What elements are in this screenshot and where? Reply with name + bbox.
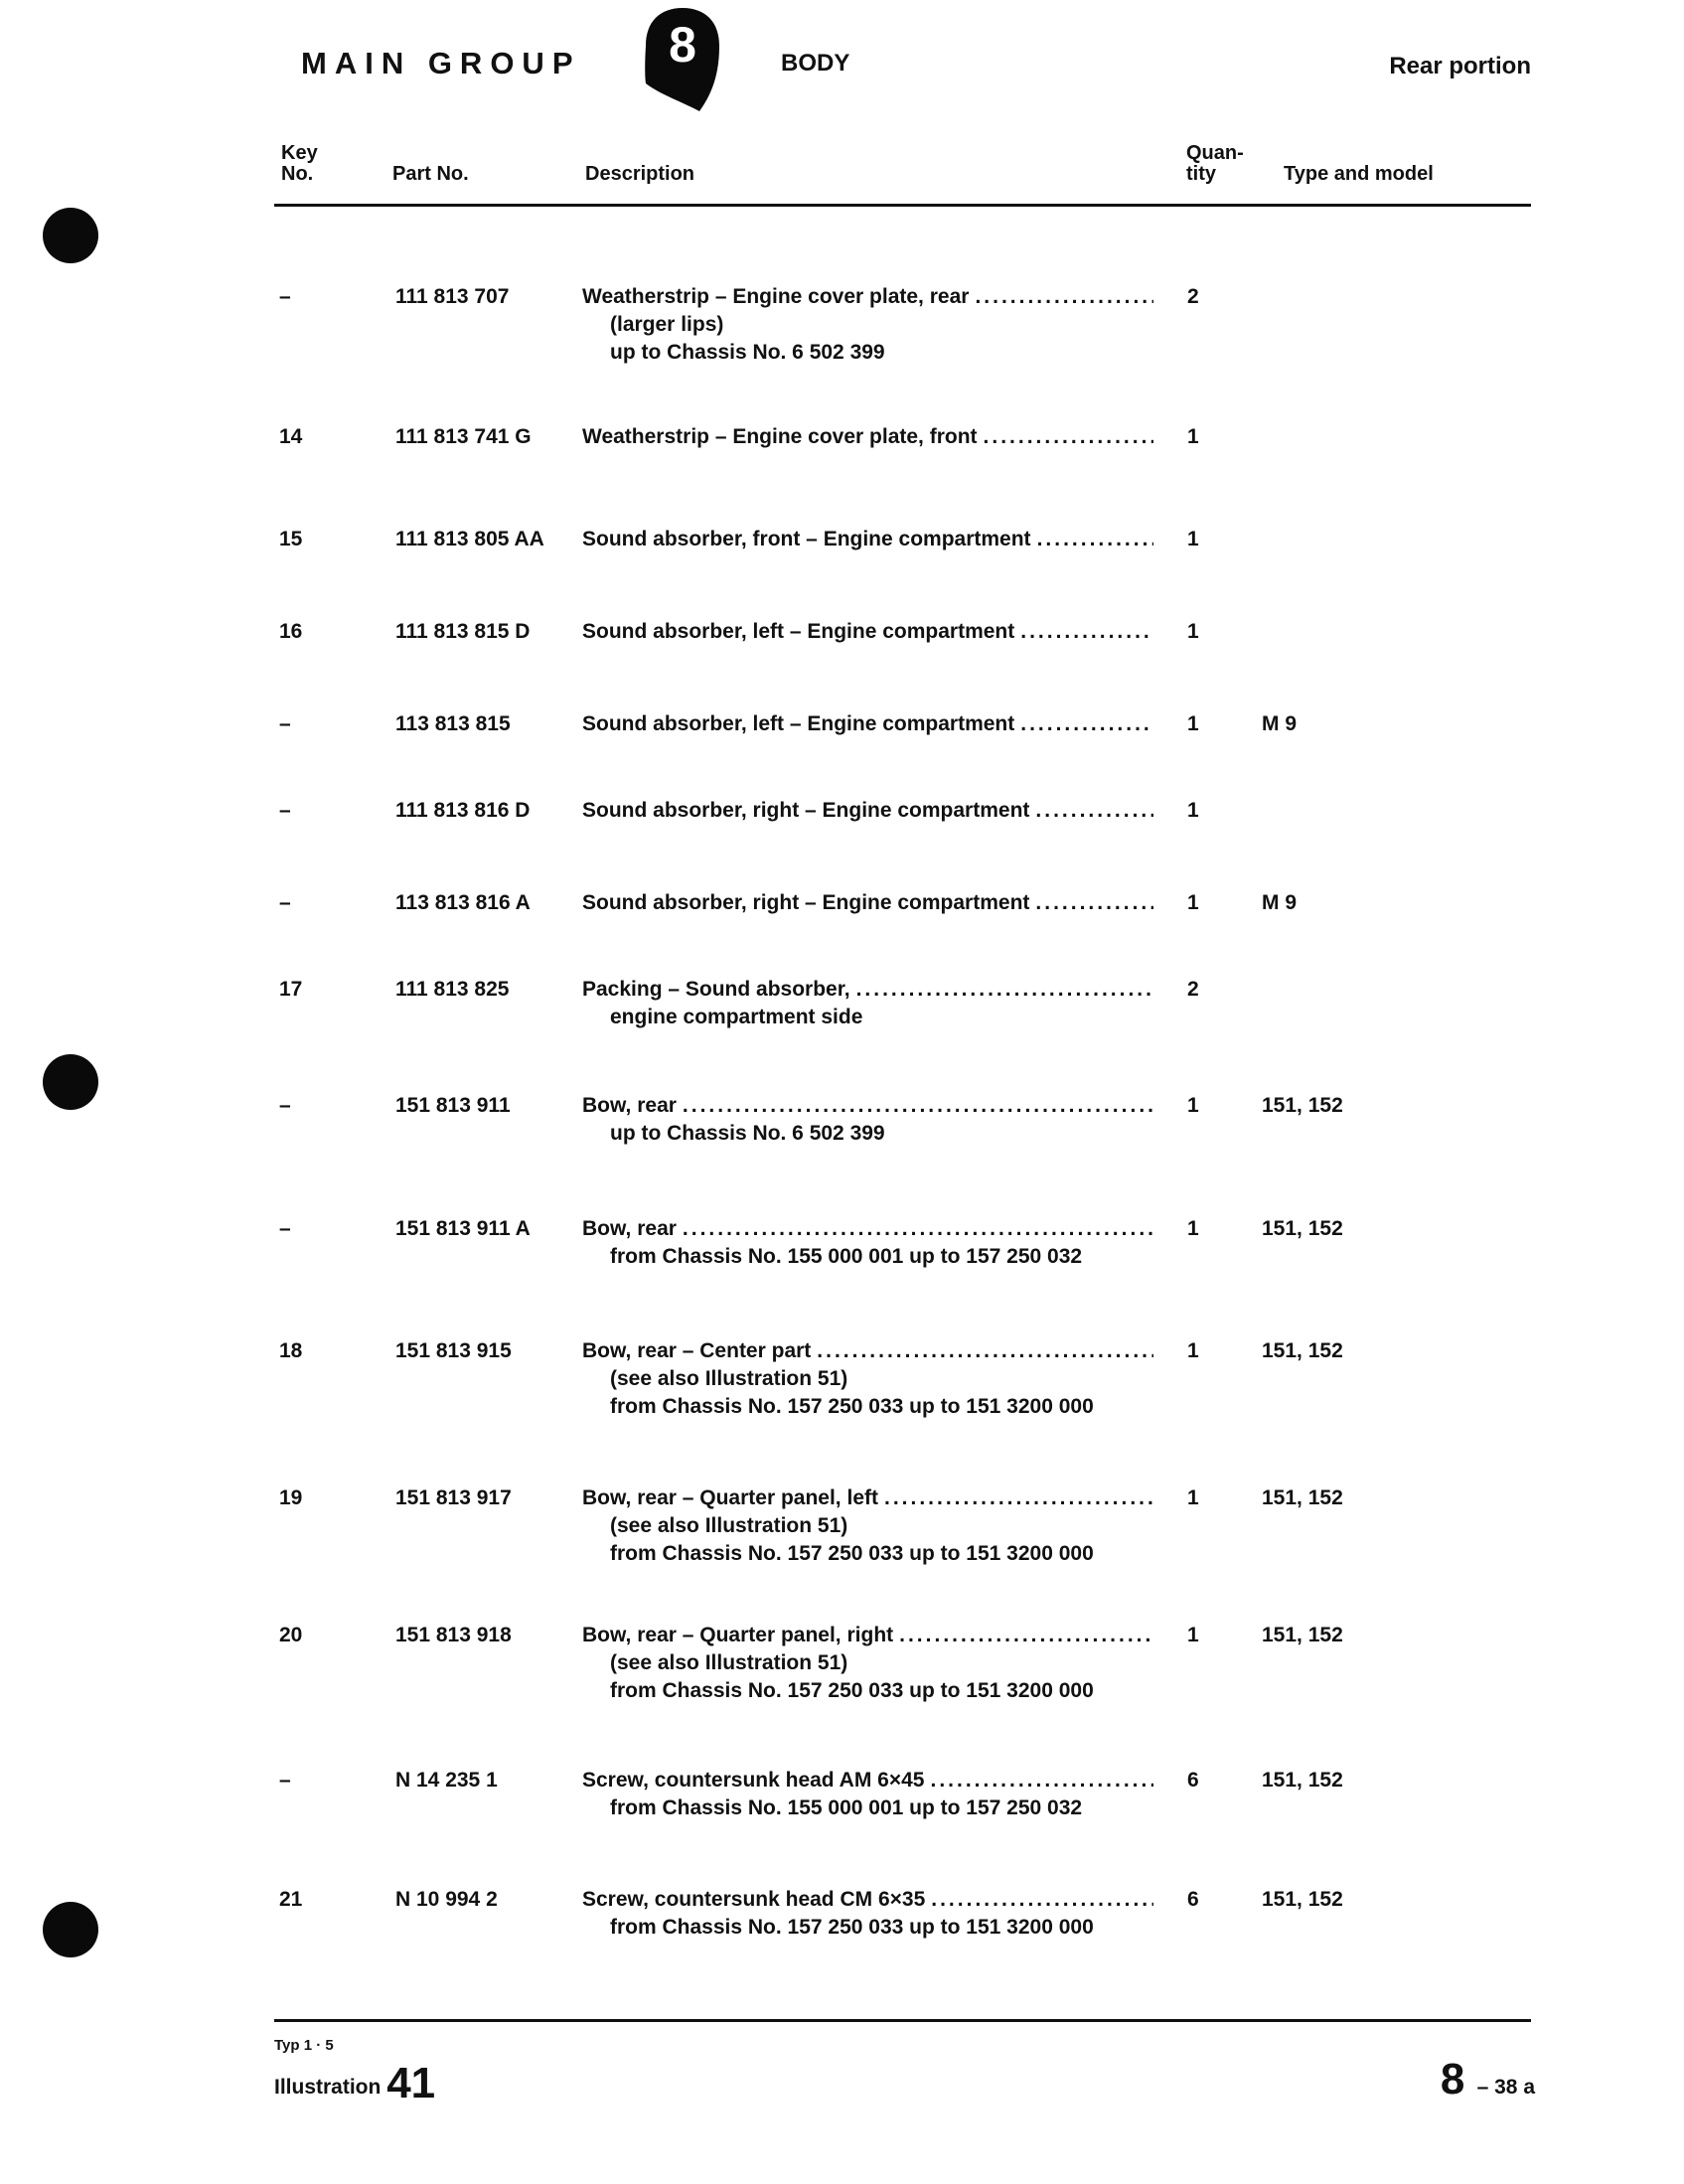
key-no: – — [279, 1217, 291, 1240]
binder-hole-top — [43, 208, 98, 263]
description-note: from Chassis No. 155 000 001 up to 157 250 032 — [610, 1796, 1083, 1819]
description-note: (see also Illustration 51) — [610, 1514, 848, 1537]
quantity: 1 — [1187, 1094, 1199, 1117]
description: Bow, rear – Quarter panel, right ..... (see also Illustration 51) from Chassis No. 157 250 033 up to 151 3200 000 — [582, 1622, 1153, 1705]
description: Sound absorber, left – Engine compartment ..... — [582, 618, 1153, 646]
main-group-title: MAIN GROUP — [301, 46, 581, 80]
quantity: 1 — [1187, 1339, 1199, 1362]
quantity: 6 — [1187, 1888, 1199, 1911]
group-number-badge — [642, 6, 723, 113]
description-note: up to Chassis No. 6 502 399 — [610, 341, 885, 364]
key-no: 19 — [279, 1486, 303, 1509]
quantity: 2 — [1187, 285, 1199, 308]
key-no: 20 — [279, 1624, 303, 1646]
description: Sound absorber, right – Engine compartment ..... — [582, 797, 1153, 825]
part-no: 111 813 805 AA — [395, 528, 544, 550]
key-no: 17 — [279, 978, 303, 1001]
key-no: 18 — [279, 1339, 303, 1362]
column-header-quantity: Quan- tity — [1186, 142, 1244, 185]
section-title: BODY — [781, 50, 850, 77]
quantity: 1 — [1187, 891, 1199, 914]
part-no: N 14 235 1 — [395, 1769, 498, 1792]
quantity: 1 — [1187, 712, 1199, 735]
description-note: from Chassis No. 155 000 001 up to 157 250 032 — [610, 1245, 1083, 1268]
quantity: 1 — [1187, 1486, 1199, 1509]
key-no: – — [279, 712, 291, 735]
type-model: 151, 152 — [1262, 1094, 1343, 1117]
part-no: 151 813 911 A — [395, 1217, 531, 1240]
description: Bow, rear ..... up to Chassis No. 6 502 399 — [582, 1092, 1153, 1148]
description-note: from Chassis No. 157 250 033 up to 151 3200 000 — [610, 1916, 1094, 1939]
type-model: M 9 — [1262, 891, 1298, 914]
type-model: 151, 152 — [1262, 1339, 1343, 1362]
part-no: 111 813 707 — [395, 285, 510, 308]
key-no: – — [279, 1094, 291, 1117]
header-rule — [274, 204, 1531, 207]
key-no: – — [279, 1769, 291, 1792]
type-model: 151, 152 — [1262, 1888, 1343, 1911]
description: Bow, rear ..... from Chassis No. 155 000 001 up to 157 250 032 — [582, 1215, 1153, 1271]
description: Weatherstrip – Engine cover plate, rear ..... (larger lips) up to Chassis No. 6 502 399 — [582, 283, 1153, 367]
key-no: – — [279, 891, 291, 914]
key-no: – — [279, 285, 291, 308]
description: Sound absorber, left – Engine compartment ..... — [582, 710, 1153, 738]
description-note: (larger lips) — [610, 313, 724, 336]
quantity: 1 — [1187, 1624, 1199, 1646]
quantity: 1 — [1187, 425, 1199, 448]
description-note: up to Chassis No. 6 502 399 — [610, 1122, 885, 1145]
quantity: 2 — [1187, 978, 1199, 1001]
description: Bow, rear – Quarter panel, left ..... (see also Illustration 51) from Chassis No. 157 250 033 up to 151 3200 000 — [582, 1484, 1153, 1568]
description-note: (see also Illustration 51) — [610, 1367, 848, 1390]
footer-rule — [274, 2019, 1531, 2022]
part-no: 151 813 915 — [395, 1339, 512, 1362]
column-header-description: Description — [585, 163, 695, 185]
key-no: 14 — [279, 425, 303, 448]
type-model: 151, 152 — [1262, 1217, 1343, 1240]
type-model: M 9 — [1262, 712, 1298, 735]
group-number: 8 — [669, 17, 696, 73]
binder-hole-bottom — [43, 1902, 98, 1957]
part-no: 111 813 815 D — [395, 620, 531, 643]
binder-hole-middle — [43, 1054, 98, 1110]
part-no: 151 813 917 — [395, 1486, 512, 1509]
type-model: 151, 152 — [1262, 1769, 1343, 1792]
description-note: from Chassis No. 157 250 033 up to 151 3200 000 — [610, 1542, 1094, 1565]
column-header-key: Key No. — [281, 142, 318, 185]
description-note: from Chassis No. 157 250 033 up to 151 3200 000 — [610, 1395, 1094, 1418]
key-no: 15 — [279, 528, 303, 550]
illustration-reference: Illustration 41 — [274, 2059, 436, 2107]
part-no: 111 813 741 G — [395, 425, 532, 448]
part-no: 111 813 825 — [395, 978, 510, 1001]
column-header-type: Type and model — [1284, 163, 1434, 185]
description: Screw, countersunk head CM 6×35 ..... from Chassis No. 157 250 033 up to 151 3200 000 — [582, 1886, 1153, 1942]
part-no: 151 813 911 — [395, 1094, 511, 1117]
illustration-number: 41 — [386, 2059, 436, 2107]
description: Weatherstrip – Engine cover plate, front ..... — [582, 423, 1153, 451]
part-no: 151 813 918 — [395, 1624, 512, 1646]
type-model: 151, 152 — [1262, 1624, 1343, 1646]
part-no: 111 813 816 D — [395, 799, 531, 822]
page-number: 8 – 38 a — [1440, 2055, 1535, 2104]
quantity: 1 — [1187, 1217, 1199, 1240]
description: Sound absorber, front – Engine compartment ..... — [582, 526, 1153, 553]
description: Packing – Sound absorber, ..... engine compartment side — [582, 976, 1153, 1031]
quantity: 1 — [1187, 620, 1199, 643]
portion-title: Rear portion — [1389, 53, 1531, 79]
description-note: from Chassis No. 157 250 033 up to 151 3200 000 — [610, 1679, 1094, 1702]
key-no: – — [279, 799, 291, 822]
description-note: (see also Illustration 51) — [610, 1651, 848, 1674]
quantity: 6 — [1187, 1769, 1199, 1792]
part-no: 113 813 815 — [395, 712, 511, 735]
part-no: N 10 994 2 — [395, 1888, 498, 1911]
description: Sound absorber, right – Engine compartment ..... — [582, 889, 1153, 917]
part-no: 113 813 816 A — [395, 891, 531, 914]
description: Bow, rear – Center part ..... (see also Illustration 51) from Chassis No. 157 250 033 up to 151 3200 000 — [582, 1337, 1153, 1421]
description: Screw, countersunk head AM 6×45 ..... from Chassis No. 155 000 001 up to 157 250 032 — [582, 1767, 1153, 1822]
model-type-note: Typ 1 · 5 — [274, 2037, 334, 2054]
quantity: 1 — [1187, 528, 1199, 550]
type-model: 151, 152 — [1262, 1486, 1343, 1509]
column-header-part: Part No. — [392, 163, 469, 185]
quantity: 1 — [1187, 799, 1199, 822]
description-note: engine compartment side — [610, 1006, 863, 1028]
key-no: 21 — [279, 1888, 303, 1911]
key-no: 16 — [279, 620, 303, 643]
